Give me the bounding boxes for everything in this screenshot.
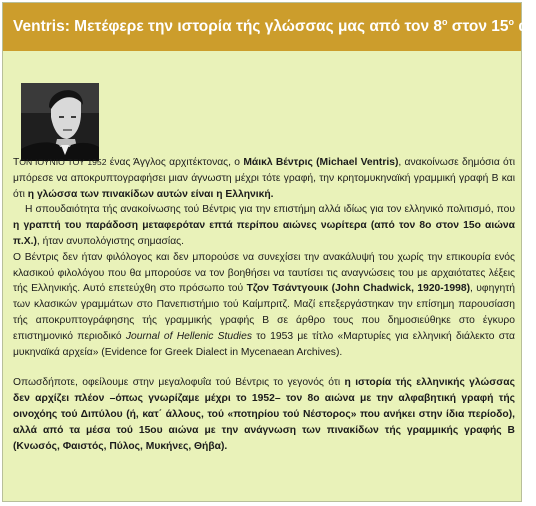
paragraph-3 xyxy=(13,250,515,361)
p3-text: Ο Βέντρις δεν ήταν φιλόλογος και δεν μπορούσε να συνεχίσει την ανακάλυψή του χωρίς την επικουρία ενός κλασικού φιλολόγου που θα μπορούσε να τον βοηθήσει να ταυτίσει τις αναγνώσεις του με αρχαιότατες λέξεις τής Ελληνικής. Αυτό επετεύχθη στο πρόσωπο τού xyxy=(13,251,515,295)
paragraph-1 xyxy=(13,155,515,202)
p4-text: Οπωσδήποτε, οφείλουμε στην μεγαλοφυΐα τού Βέντρις το γεγονός ότι xyxy=(13,377,345,389)
chadwick-name: Τζον Τσάντγουικ (John Chadwick, 1920-1998) xyxy=(246,283,471,295)
title-superscript-1: ο xyxy=(442,17,448,27)
p3-text-3: το 1953 με τίτλο «Μαρτυρίες για ελληνική διάλεκτο στα μυκηναϊκά αρχεία» (Evidence for Greek Dialect in Mycenaean Archives). xyxy=(13,330,515,358)
portrait-image xyxy=(21,83,99,161)
article-body xyxy=(13,155,515,454)
p2-highlight: η γραπτή του παράδοση μεταφερόταν επτά περίπου αιώνες νωρίτερα (από τον 8ο στον 15ο αιώνα π.Χ.) xyxy=(13,220,515,247)
paragraph-4 xyxy=(13,375,515,454)
p2-text: Η σπουδαιότητα τής ανακοίνωσης τού Βέντρις για την επιστήμη αλλά ιδίως για τον ελληνικό πολιτισμό, που xyxy=(25,204,515,216)
title-text-start: Ventris: Μετέφερε την ιστορία τής γλώσσας μας από τον 8 xyxy=(13,18,442,35)
journal-title: Journal of Hellenic Studies xyxy=(125,330,252,342)
p3-text-2: , υφηγητή των κλασικών γραμμάτων στο Πανεπιστήμιο τού Καίμπριτζ. Μαζί επεξεργάστηκαν την επίσημη παρουσίαση τής αποκρυπτογράφησης τής γραμμικής γραφής Β σε άρθρο τους που δημοσιεύθηκε στο έγκυρο επιστημονικό περιοδικό xyxy=(13,283,515,342)
drop-first-letter: Τ xyxy=(13,157,20,168)
article-card xyxy=(2,2,536,502)
p2-text-2: , ήταν ανυπολόγιστης σημασίας. xyxy=(36,235,184,247)
title-text-end: αι. xyxy=(514,18,536,35)
p1-text-2: , ανακοίνωσε δημόσια ότι μπόρεσε να αποκρυπτογραφήσει μιαν άγνωστη μέχρι τότε γραφή, την κρητομυκηναϊκή γραμμική γραφή Β και ότι xyxy=(13,157,515,200)
p1-text: ένας Άγγλος αρχιτέκτονας, ο xyxy=(106,157,244,168)
title-superscript-2: ο xyxy=(508,17,515,27)
p4-highlight: η ιστορία τής ελληνικής γλώσσας δεν αρχίζει πλέον –όπως γνωρίζαμε μέχρι το 1952– τον 8ο αιώνα με την αλφαβητική γραφή τής οινοχόης τού Διπύλου (ή, κατ΄ άλλους, τού «ποτηρίου τού Νέστορος» που ανήκει στην ίδια περίοδο), αλλά από τα μέσα τού 15ου αιώνα με την ανάγνωση των πινακίδων τής γραμμικής γραφής Β (Κνωσός, Φαιστός, Πύλος, Μυκήνες, Θήβα). xyxy=(13,377,515,452)
small-caps-date: ΟΝ ΙΟΥΝΙΟ ΤΟΥ 1952 xyxy=(19,157,107,167)
ventris-name: Μάικλ Βέντρις (Michael Ventris) xyxy=(243,157,399,168)
title-text-mid: στον 15 xyxy=(447,18,509,35)
p1-highlight: η γλώσσα των πινακίδων αυτών είναι η Ελληνική. xyxy=(27,188,274,200)
portrait-photo xyxy=(21,83,99,161)
article-title xyxy=(3,3,536,51)
paragraph-2 xyxy=(13,202,515,249)
